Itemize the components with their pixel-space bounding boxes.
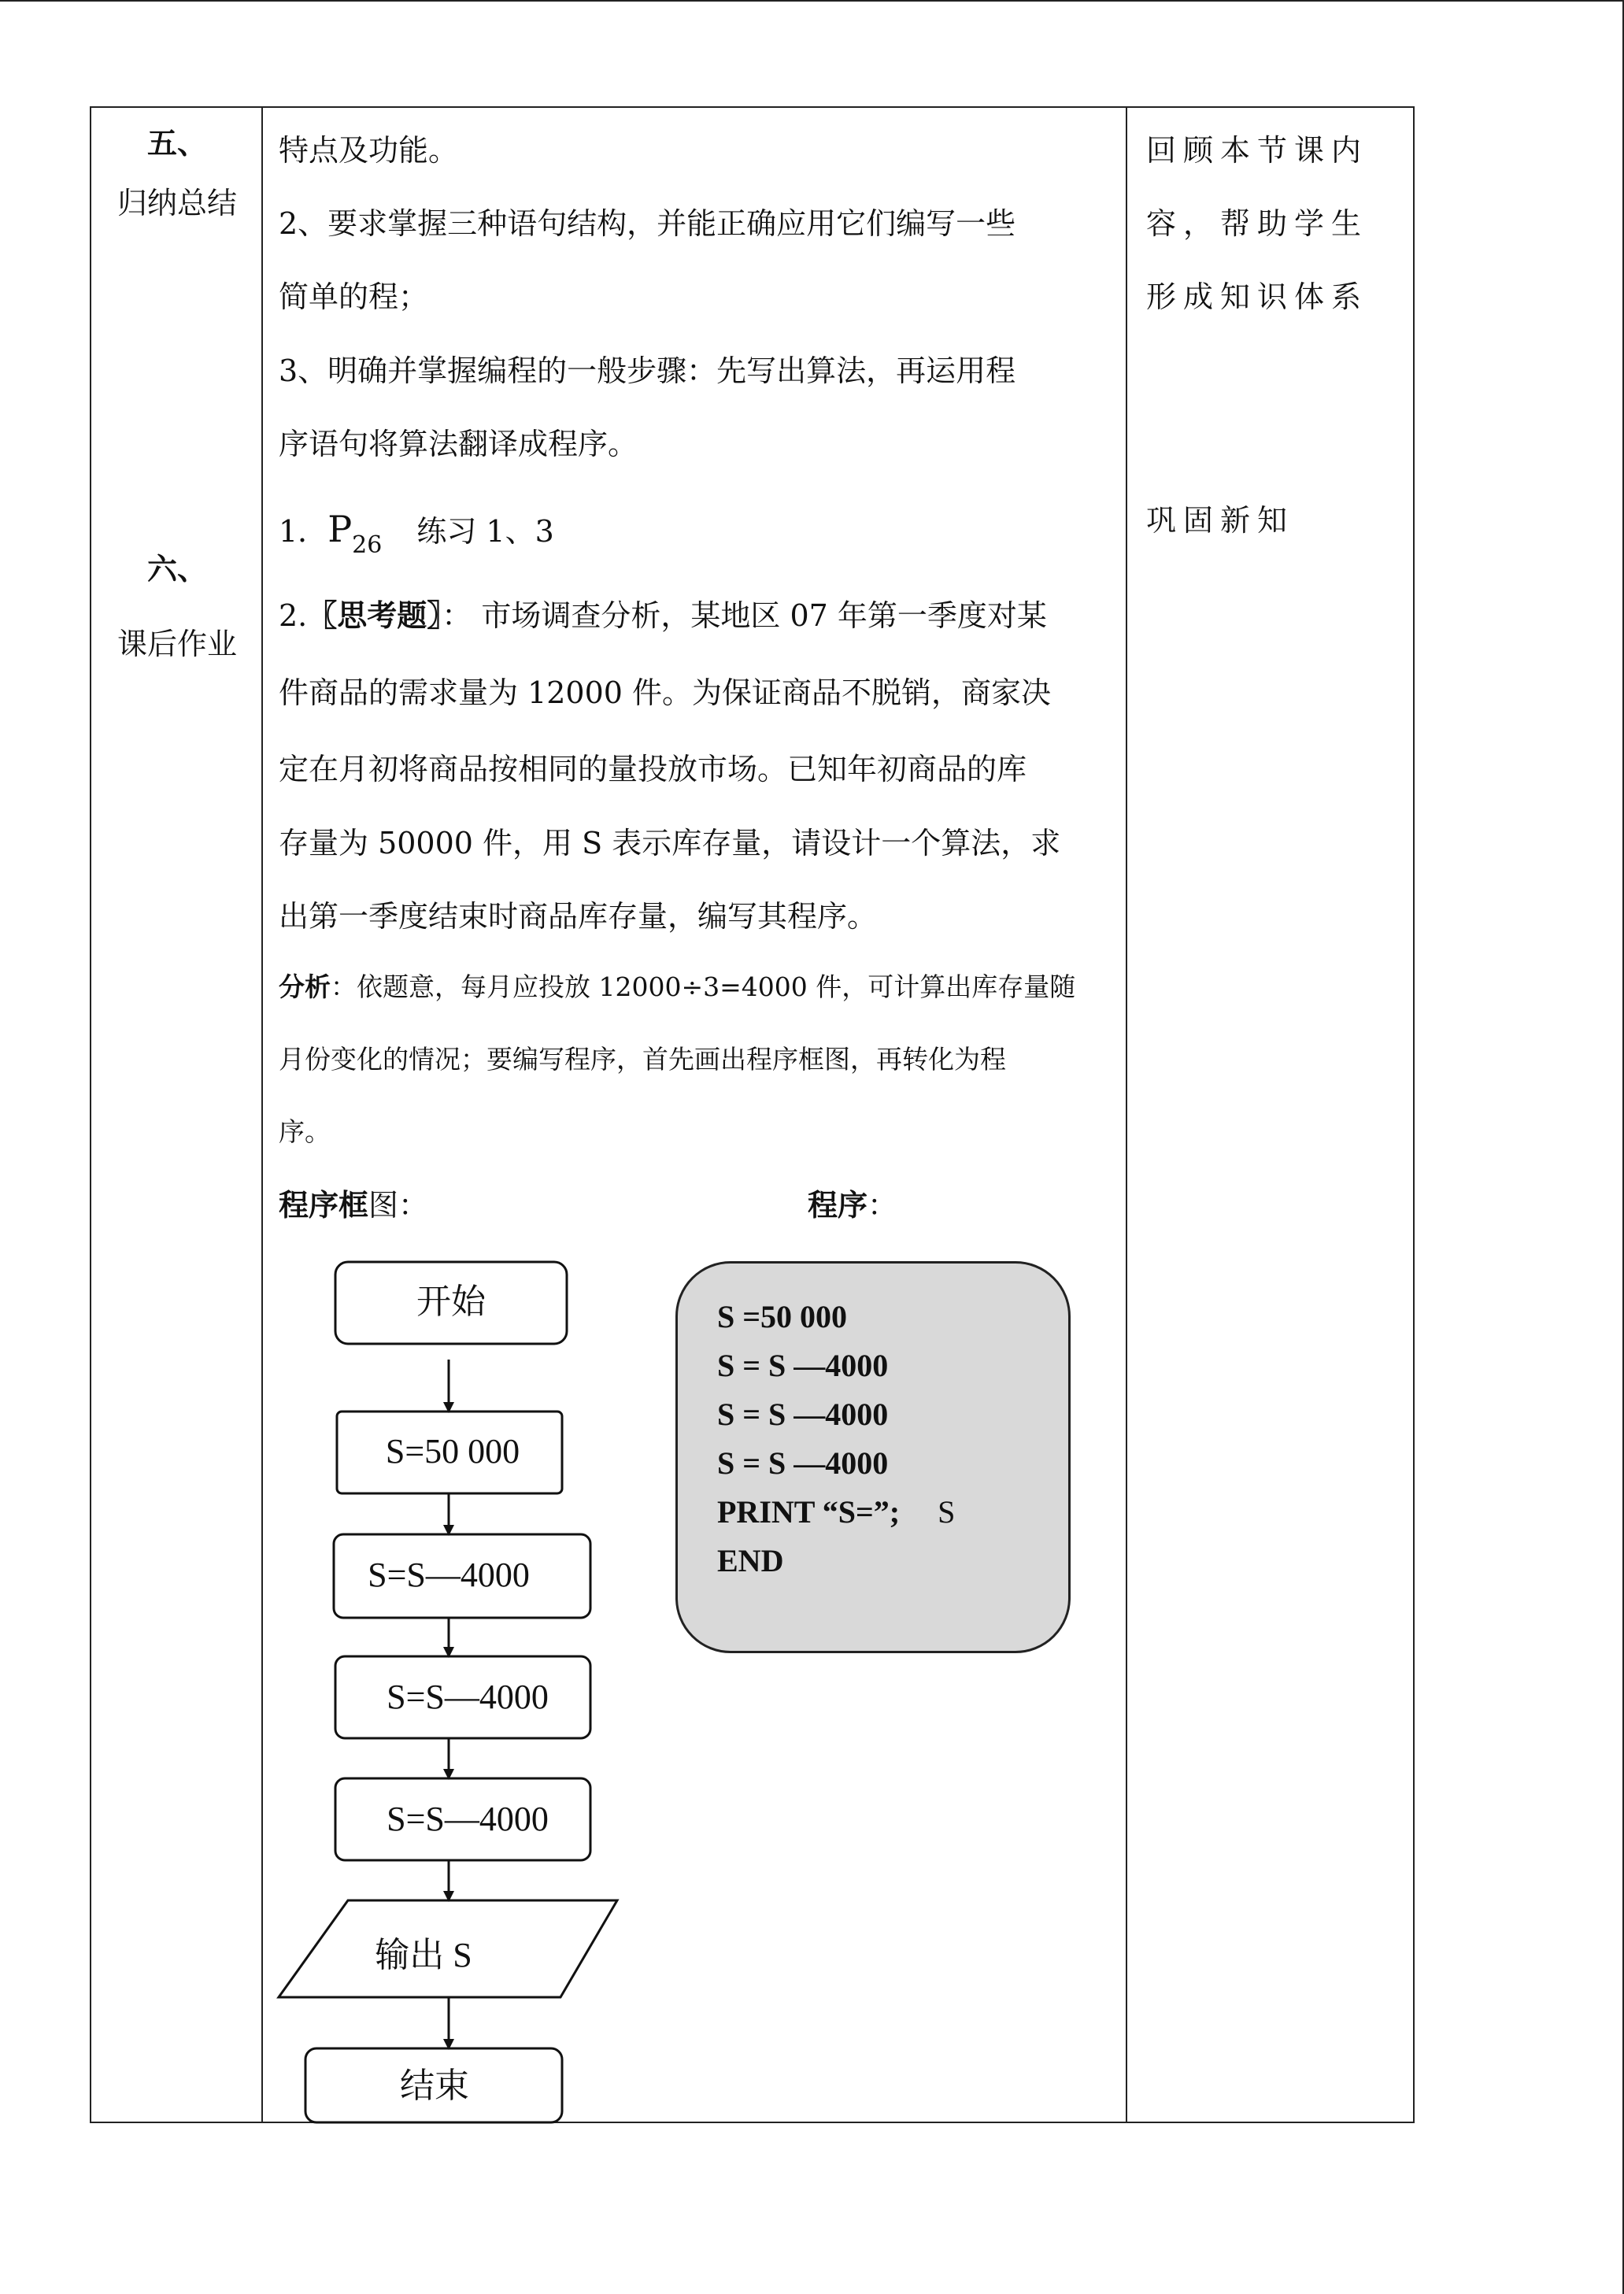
item-number: 2. — [279, 598, 308, 633]
program-label: 程序： — [808, 1188, 898, 1223]
summary-line: 序语句将算法翻译成程序。 — [279, 427, 638, 461]
section-name: 课后作业 — [117, 627, 237, 661]
start-label: 开始 — [416, 1282, 486, 1321]
code-line: END — [717, 1543, 784, 1578]
analysis-tag: 分析 — [279, 971, 331, 1002]
summary-line: 简单的程； — [279, 279, 429, 314]
code-line — [717, 1493, 955, 1530]
exercise-text: 练习 1、3 — [416, 514, 554, 549]
thinking-question-tag: 〖思考题〗 — [307, 598, 442, 633]
question-line: 定在月初将商品按相同的量投放市场。已知年初商品的库 — [279, 752, 1027, 786]
question-text: ： 市场调查分析，某地区 07 年第一季度对某 — [442, 598, 1047, 633]
output-label: 输出 S — [375, 1936, 472, 1974]
summary-note: 容，帮助学生 — [1146, 206, 1369, 241]
step-label: S=S—4000 — [368, 1556, 530, 1594]
flowchart-label: 程序框图： — [279, 1188, 429, 1223]
item-number: 1． — [279, 514, 328, 549]
summary-note: 回顾本节课内 — [1146, 133, 1369, 168]
analysis-text: ：依题意，每月应投放 12000÷3=4000 件，可计算出库存量随 — [331, 971, 1076, 1002]
section-name: 归纳总结 — [117, 186, 237, 220]
print-statement: PRINT “S=”; — [717, 1494, 901, 1530]
print-variable: S — [938, 1494, 956, 1530]
step-label: S=S—4000 — [387, 1678, 549, 1716]
homework-note: 巩固新知 — [1146, 503, 1295, 538]
code-line: S = S —4000 — [717, 1397, 889, 1432]
end-label: 结束 — [400, 2066, 469, 2105]
analysis-line: 序。 — [279, 1116, 331, 1147]
summary-line: 特点及功能。 — [279, 133, 459, 168]
analysis-line: 月份变化的情况；要编写程序，首先画出程序框图，再转化为程 — [279, 1044, 1006, 1075]
section-number: 六、 — [146, 552, 207, 586]
summary-note: 形成知识体系 — [1146, 279, 1369, 314]
code-line: S = S —4000 — [717, 1348, 889, 1383]
step-label: S=50 000 — [385, 1432, 520, 1471]
summary-line: 3、明确并掌握编程的一般步骤：先写出算法，再运用程 — [279, 353, 1016, 388]
section-number: 五、 — [146, 126, 207, 161]
question-line: 存量为 50000 件，用 S 表示库存量，请设计一个算法，求 — [279, 826, 1061, 860]
code-line: S = S —4000 — [717, 1445, 889, 1481]
question-line: 出第一季度结束时商品库存量，编写其程序。 — [279, 899, 878, 934]
step-label: S=S—4000 — [387, 1800, 549, 1838]
question-line: 件商品的需求量为 12000 件。为保证商品不脱销，商家决 — [279, 675, 1052, 710]
code-line: S =50 000 — [717, 1299, 848, 1334]
program-box — [675, 1261, 1071, 1653]
summary-line: 2、要求掌握三种语句结构，并能正确应用它们编写一些 — [279, 206, 1016, 241]
textbook-page-number: 26 — [352, 531, 383, 559]
textbook-page: P — [327, 508, 353, 550]
